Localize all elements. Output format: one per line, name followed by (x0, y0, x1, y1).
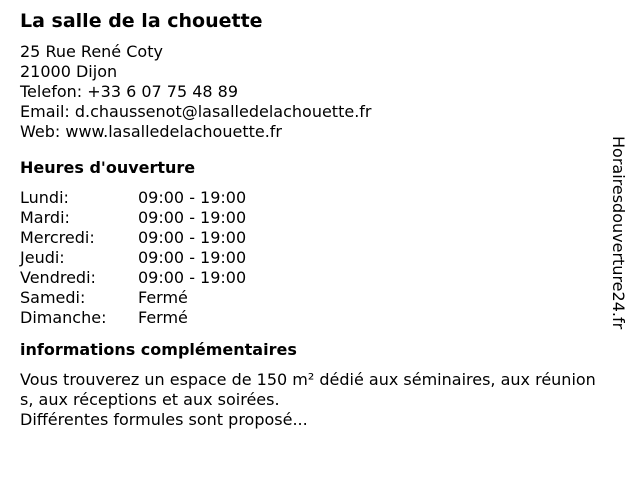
info-description: Vous trouverez un espace de 150 m² dédié aux séminaires, aux réunions, aux réceptions et aux soirées. (20, 370, 596, 409)
address-street: 25 Rue René Coty (20, 42, 163, 61)
hours-title: Heures d'ouverture (20, 158, 196, 177)
website: Web: www.lasalledelachouette.fr (20, 122, 283, 141)
hours-row (20, 248, 246, 268)
email: Email: d.chaussenot@lasalledelachouette.fr (20, 102, 372, 121)
hours-row (20, 188, 246, 208)
info-title: informations complémentaires (20, 340, 297, 359)
day-time: Fermé (138, 308, 188, 327)
hours-row (20, 268, 246, 288)
venue-card (20, 8, 605, 430)
day-time: 09:00 - 19:00 (138, 208, 247, 227)
hours-row (20, 288, 246, 308)
day-time: 09:00 - 19:00 (138, 268, 247, 287)
day-label: Vendredi: (20, 268, 96, 287)
day-label: Jeudi: (20, 248, 65, 267)
hours-row (20, 208, 246, 228)
hours-row (20, 308, 246, 328)
hours-row (20, 228, 246, 248)
day-label: Mercredi: (20, 228, 95, 247)
address-city: 21000 Dijon (20, 62, 118, 81)
phone: Telefon: +33 6 07 75 48 89 (20, 82, 239, 101)
info-description-more: Différentes formules sont proposé... (20, 410, 308, 429)
day-label: Lundi: (20, 188, 69, 207)
day-time: 09:00 - 19:00 (138, 248, 247, 267)
site-watermark: Horairesdouverture24.fr (609, 136, 628, 330)
hours-table (20, 188, 246, 328)
day-time: 09:00 - 19:00 (138, 188, 247, 207)
day-time: 09:00 - 19:00 (138, 228, 247, 247)
day-label: Dimanche: (20, 308, 107, 327)
day-label: Mardi: (20, 208, 70, 227)
venue-name: La salle de la chouette (20, 10, 263, 32)
day-time: Fermé (138, 288, 188, 307)
day-label: Samedi: (20, 288, 86, 307)
